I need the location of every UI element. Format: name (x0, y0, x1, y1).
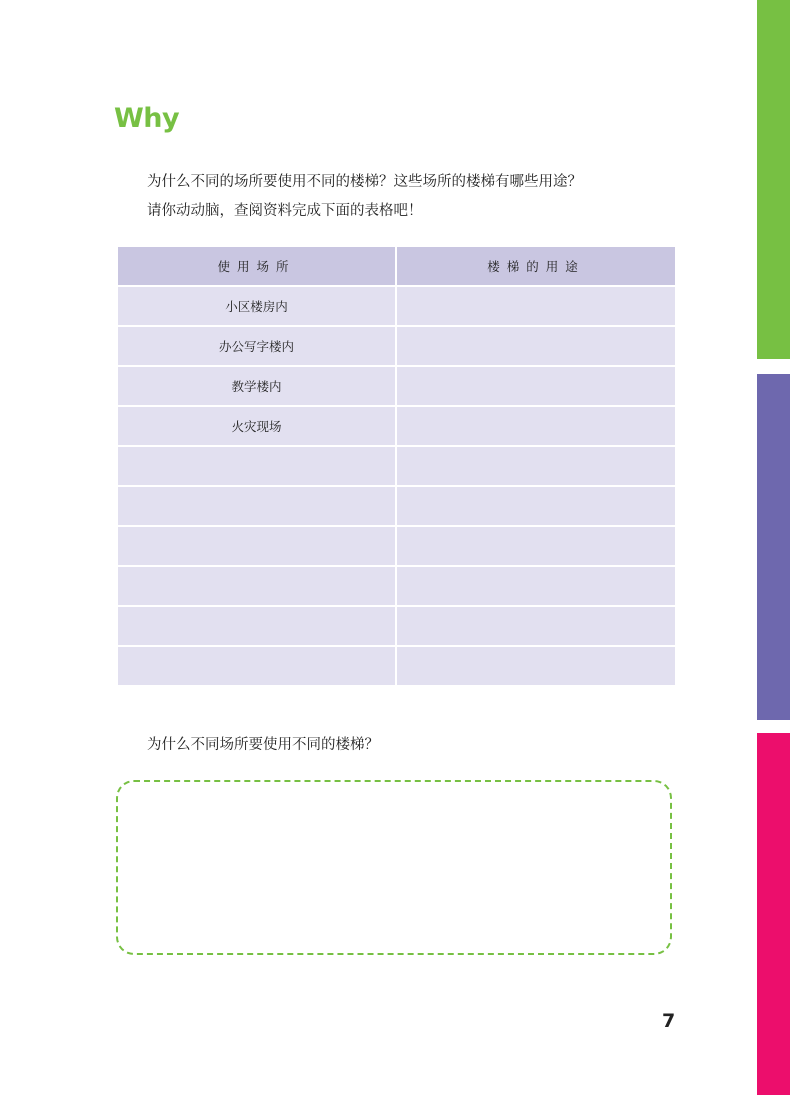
stair-usage-table (116, 245, 677, 687)
intro-line-1: 为什么不同的场所要使用不同的楼梯？这些场所的楼梯有哪些用途？ (147, 174, 582, 190)
table-row (117, 286, 676, 326)
cell-usage[interactable] (396, 286, 676, 326)
cell-usage[interactable] (396, 406, 676, 446)
cell-location: 教学楼内 (117, 366, 396, 406)
cell-usage[interactable] (396, 646, 676, 686)
cell-location: 小区楼房内 (117, 286, 396, 326)
cell-location: 办公写字楼内 (117, 326, 396, 366)
cell-usage[interactable] (396, 326, 676, 366)
cell-location[interactable] (117, 606, 396, 646)
answer-box[interactable] (116, 780, 672, 955)
cell-usage[interactable] (396, 526, 676, 566)
cell-usage[interactable] (396, 366, 676, 406)
intro-text (147, 168, 582, 226)
cell-usage[interactable] (396, 446, 676, 486)
header-usage: 楼梯的用途 (396, 246, 676, 286)
table-row (117, 566, 676, 606)
table-row (117, 526, 676, 566)
table-row (117, 486, 676, 526)
table-row (117, 606, 676, 646)
cell-usage[interactable] (396, 566, 676, 606)
table-row (117, 646, 676, 686)
cell-usage[interactable] (396, 486, 676, 526)
cell-usage[interactable] (396, 606, 676, 646)
cell-location[interactable] (117, 646, 396, 686)
cell-location[interactable] (117, 526, 396, 566)
side-tab-pink (757, 733, 790, 1095)
cell-location[interactable] (117, 486, 396, 526)
cell-location: 火灾现场 (117, 406, 396, 446)
table-header-row (117, 246, 676, 286)
side-tab-purple (757, 374, 790, 720)
page-number: 7 (662, 1010, 676, 1032)
table-row (117, 446, 676, 486)
intro-line-2: 请你动动脑，查阅资料完成下面的表格吧！ (147, 203, 423, 219)
side-tab-green (757, 0, 790, 359)
table-row (117, 366, 676, 406)
cell-location[interactable] (117, 566, 396, 606)
table-row (117, 326, 676, 366)
question-text: 为什么不同场所要使用不同的楼梯？ (147, 737, 379, 753)
section-title: Why (114, 103, 180, 134)
cell-location[interactable] (117, 446, 396, 486)
header-location: 使用场所 (117, 246, 396, 286)
table-row (117, 406, 676, 446)
